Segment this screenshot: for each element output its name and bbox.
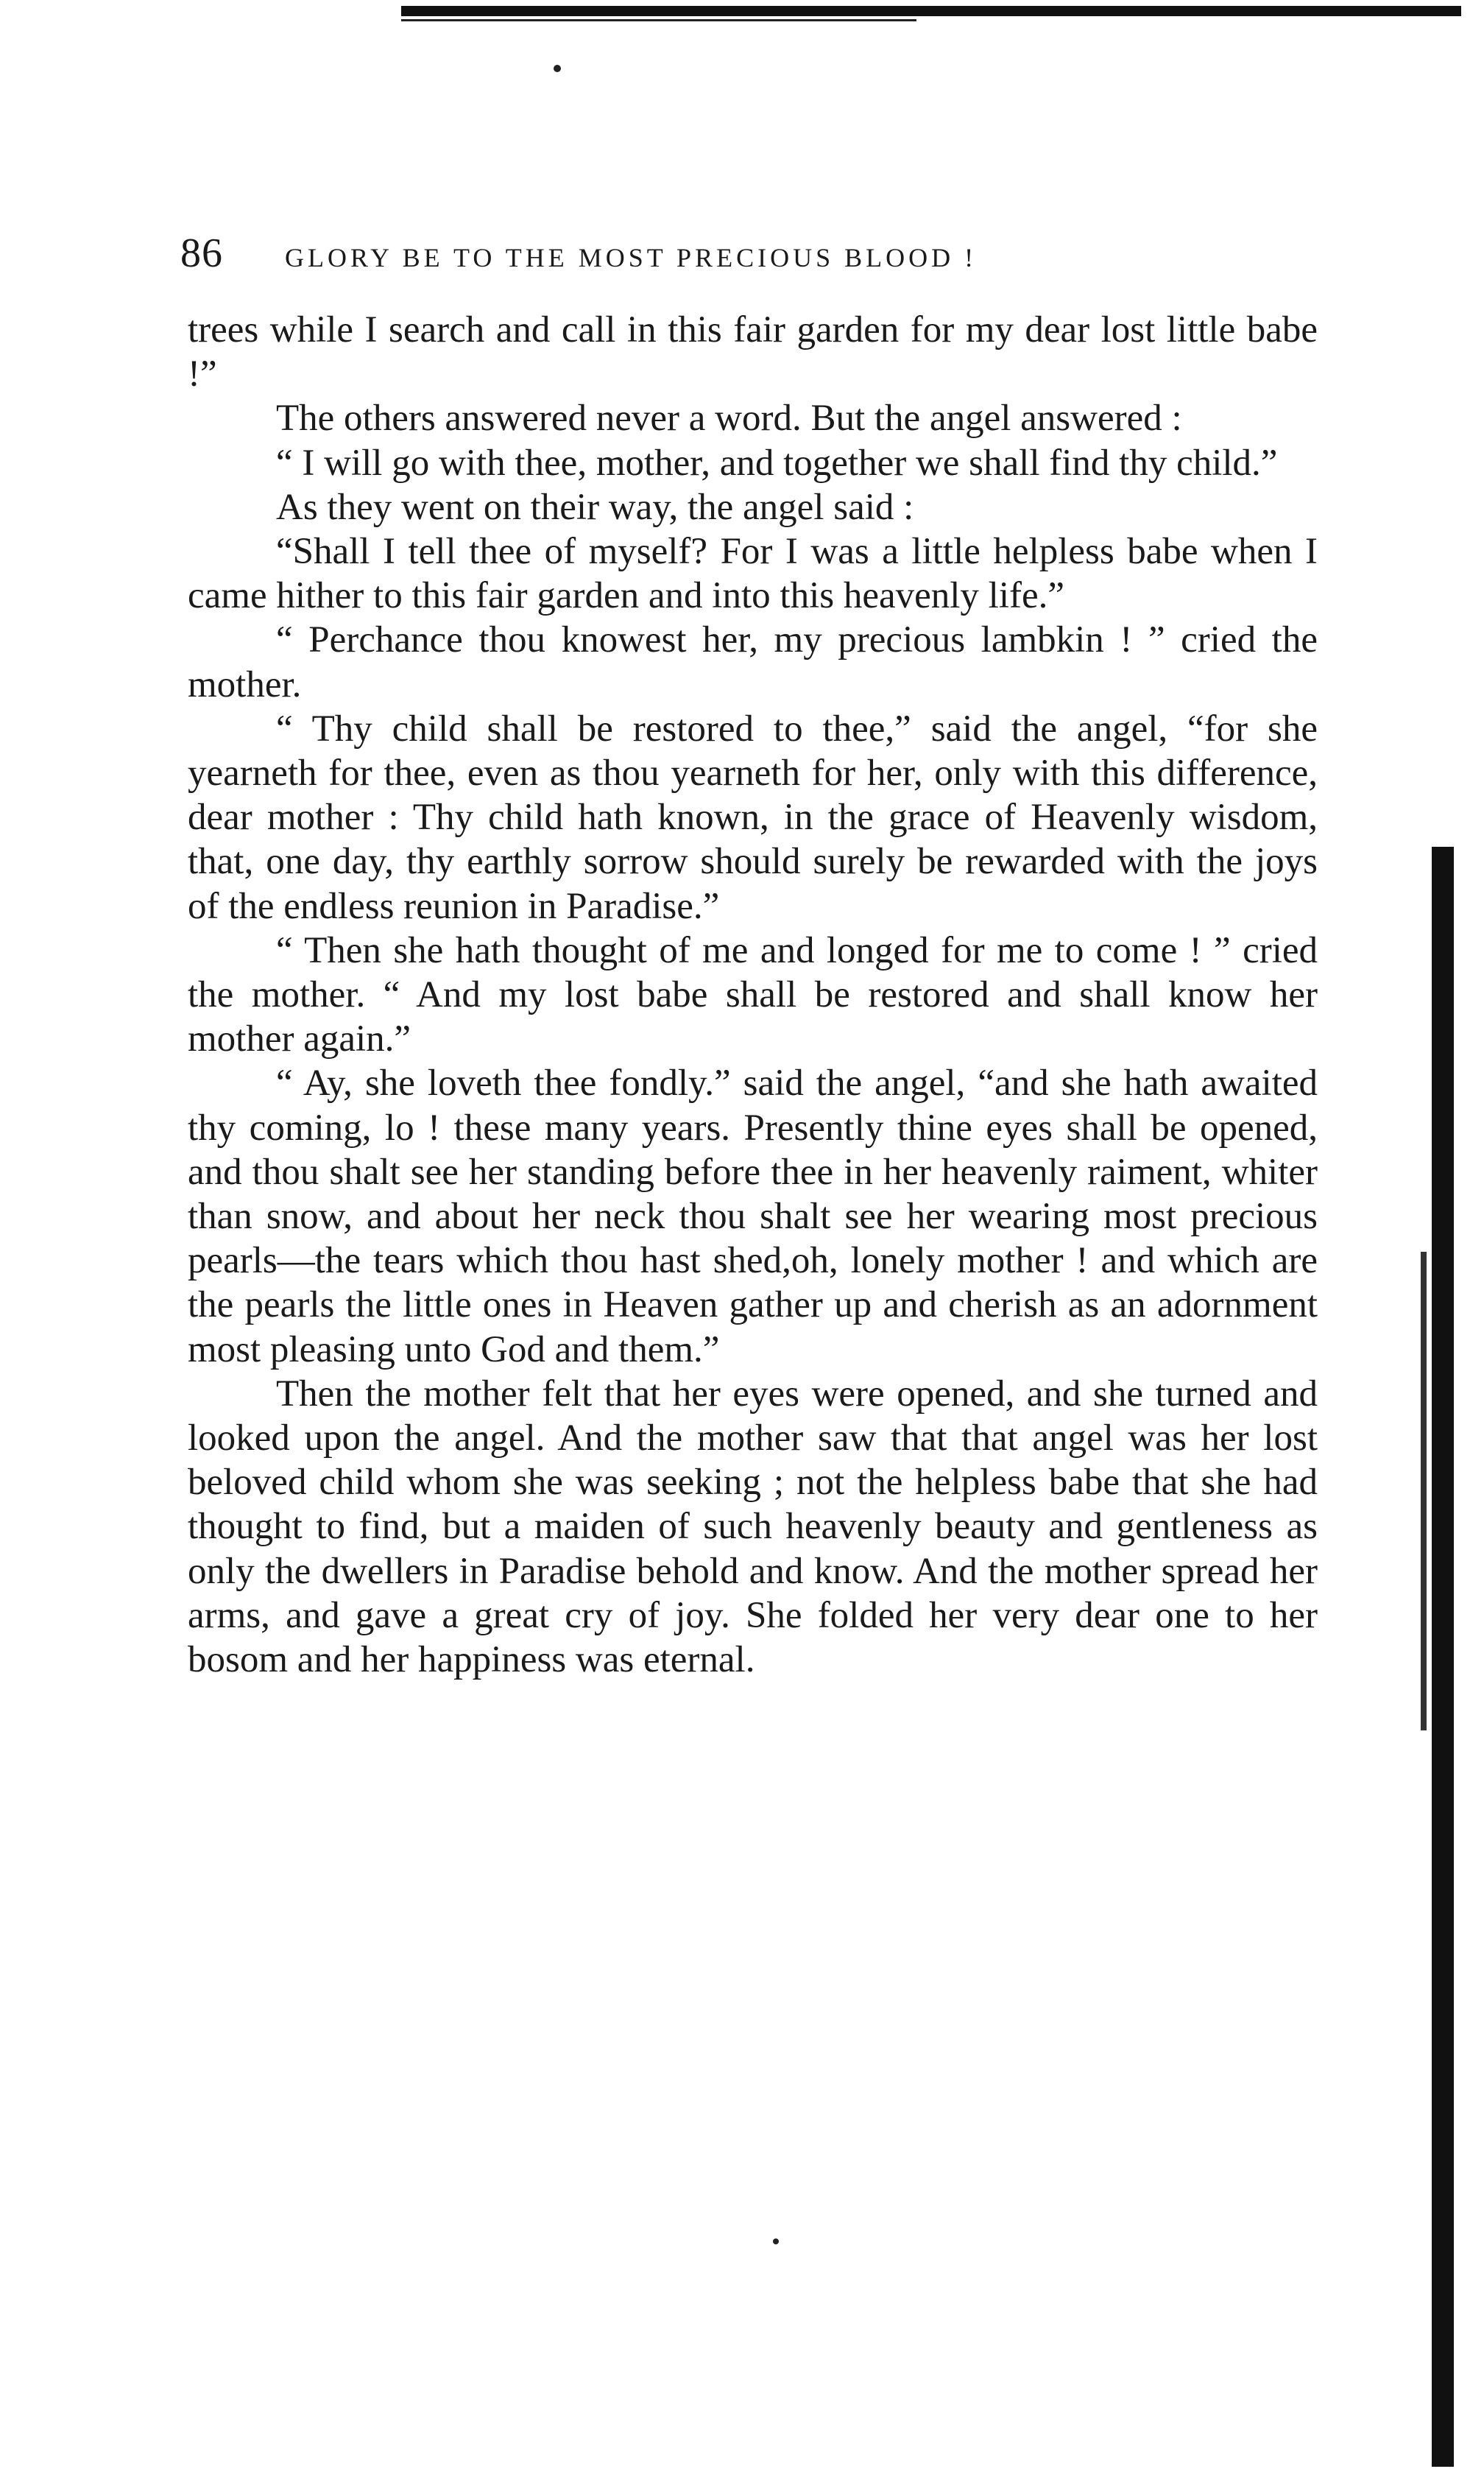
page-header (180, 230, 1181, 281)
scan-top-rule (401, 6, 1461, 16)
paragraph: “ I will go with thee, mother, and together we shall find thy child.” (276, 442, 1278, 484)
paragraph: As they went on their way, the angel said : (276, 486, 914, 528)
paragraph: “ Perchance thou knowest her, my precious lambkin ! ” cried the mother. (188, 619, 1318, 705)
paragraph: “ Thy child shall be restored to thee,” said the angel, “for she yearneth for thee, even as thou yearneth for her, only with this difference, dear mother : Thy child hath known, in the grace of Heavenly wisdom, that, one day, thy earthly sorrow should surely be rewarded with the joys of the endless reunion in Paradise.” (188, 708, 1318, 927)
paragraph: trees while I search and call in this fair garden for my dear lost little babe !” (188, 309, 1318, 395)
scan-top-rule-thin (401, 19, 916, 21)
paragraph: The others answered never a word. But the angel answered : (276, 398, 1182, 440)
paragraph: “ Ay, she loveth thee fondly.” said the angel, “and she hath awaited thy coming, lo ! these many years. Presently thine eyes shall be opened, and thou shalt see her standing before thee in her heavenly raiment, whiter than snow, and about her neck thou shalt see her wearing most precious pearls—the tears which thou hast shed,oh, lonely mother ! and which are the pearls the little ones in Heaven gather up and cherish as an adornment most pleasing unto God and them.” (188, 1063, 1318, 1370)
paragraph: Then the mother felt that her eyes were opened, and she turned and looked upon the angel. And the mother saw that that angel was her lost beloved child whom she was seeking ; not the helpless babe that she had thought to find, but a maiden of such heavenly beauty and gentleness as only the dwellers in Paradise behold and know. And the mother spread her arms, and gave a great cry of joy. She folded her very dear one to her bosom and her happiness was eternal. (188, 1373, 1318, 1681)
scan-right-edge-thin (1421, 1252, 1427, 1730)
paragraph: “ Then she hath thought of me and longed for me to come ! ” cried the mother. “ And my lost babe shall be restored and shall know her mother again.” (188, 929, 1318, 1060)
paragraph: “Shall I tell thee of myself? For I was a little helpless babe when I came hither to this fair garden and into this heavenly life.” (188, 531, 1318, 617)
page-number: 86 (180, 230, 223, 276)
running-head: GLORY BE TO THE MOST PRECIOUS BLOOD ! (285, 243, 978, 272)
scan-speck (554, 65, 561, 72)
scan-speck (773, 2238, 779, 2244)
scan-right-edge (1432, 847, 1454, 2467)
body-text (188, 308, 1318, 1682)
